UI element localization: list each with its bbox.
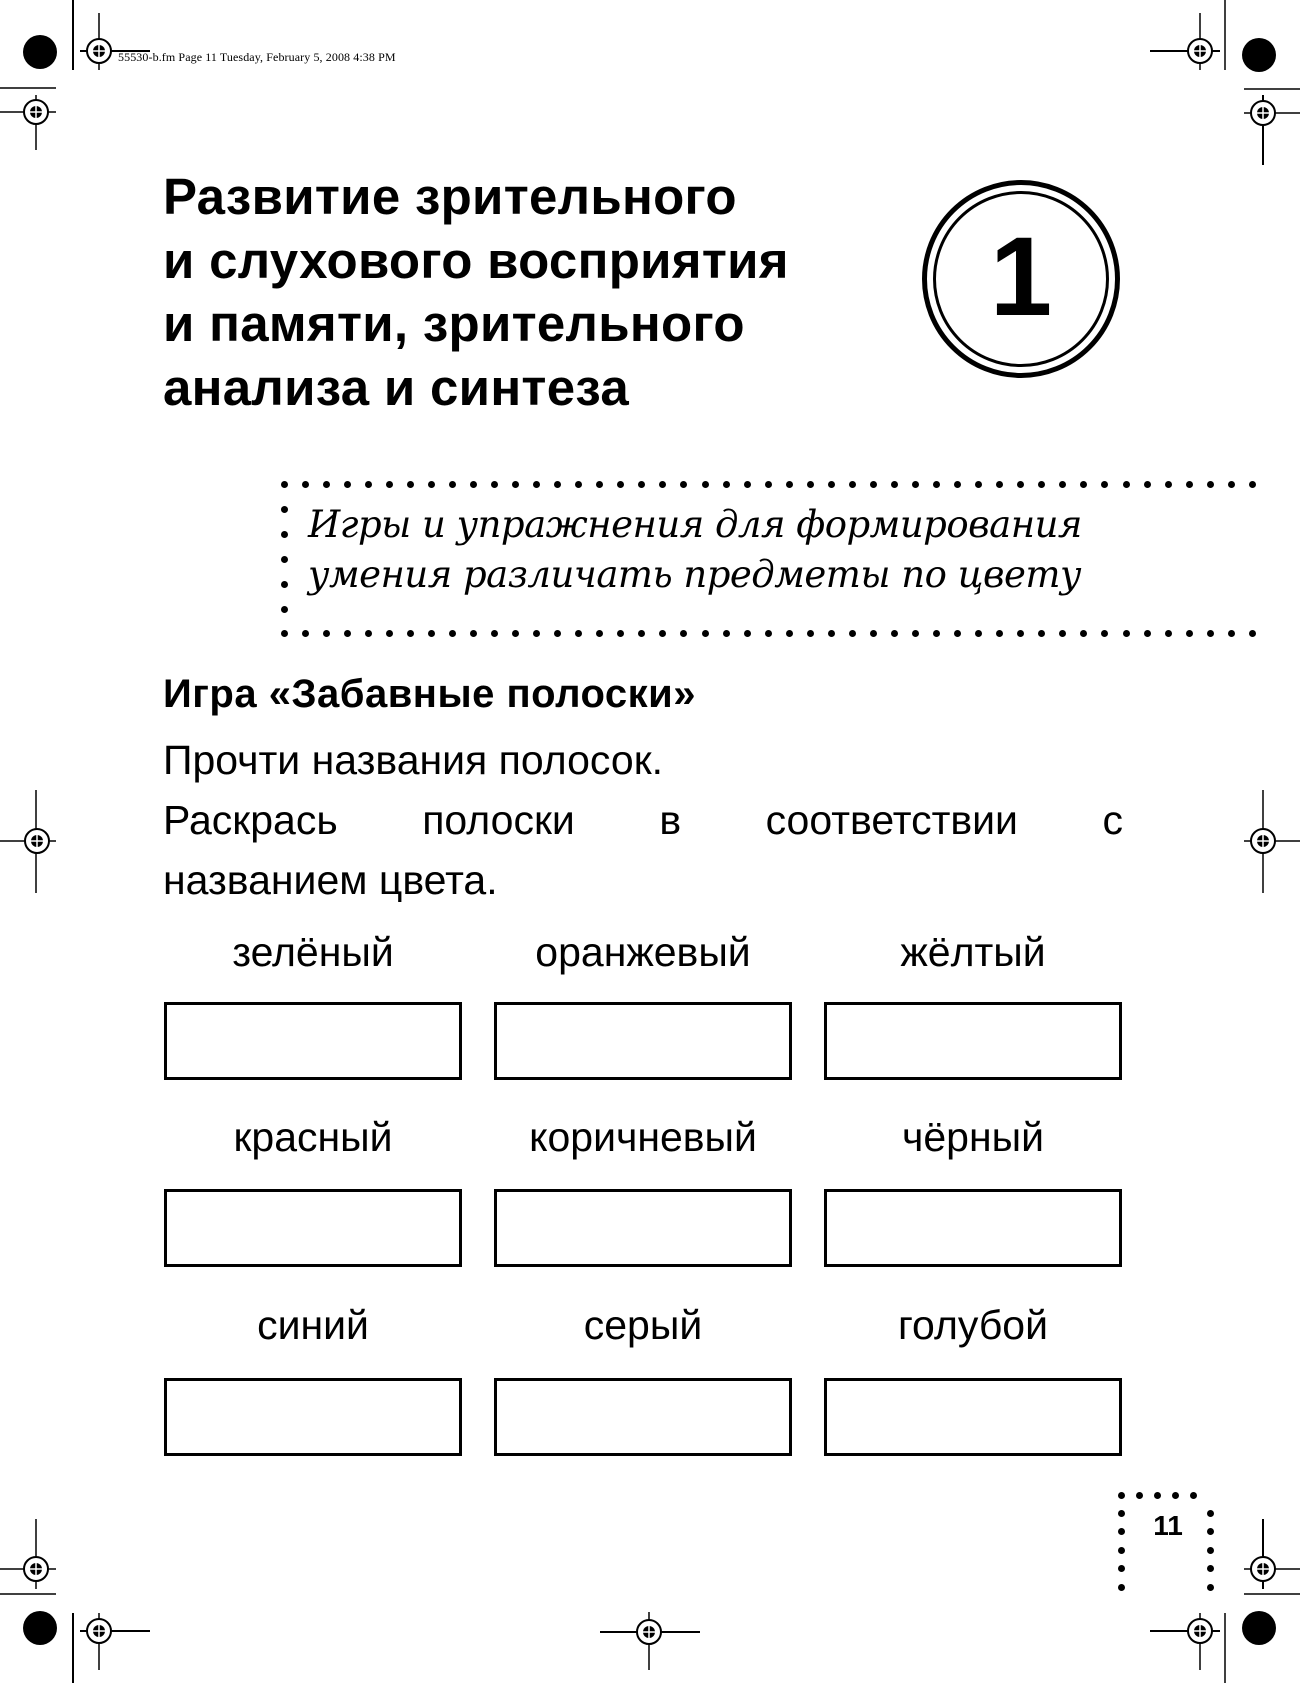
frame-dot: [323, 630, 330, 637]
frame-dot: [702, 481, 709, 488]
instruction-line: [163, 790, 1123, 850]
frame-dot: [954, 481, 961, 488]
frame-dot: [1186, 630, 1193, 637]
frame-dot: [975, 481, 982, 488]
frame-dot: [1118, 1565, 1125, 1572]
stripe-box-gray[interactable]: [494, 1378, 792, 1456]
frame-dot: [1249, 630, 1256, 637]
frame-dot: [344, 630, 351, 637]
frame-dot: [1207, 1584, 1214, 1591]
frame-dot: [659, 630, 666, 637]
frame-dot: [638, 630, 645, 637]
game-title: Игра «Забавные полоски»: [163, 672, 696, 716]
frame-dot: [680, 481, 687, 488]
frame-dot: [1207, 481, 1214, 488]
frame-dot: [281, 556, 288, 563]
frame-dot: [1165, 481, 1172, 488]
frame-dot: [533, 630, 540, 637]
stripe-box-yellow[interactable]: [824, 1002, 1122, 1080]
frame-dot: [807, 630, 814, 637]
chapter-number-badge: [922, 180, 1120, 378]
stripe-label-blue: синий: [257, 1302, 369, 1348]
chapter-number: 1: [989, 214, 1053, 339]
frame-dot: [1101, 630, 1108, 637]
frame-dot: [470, 481, 477, 488]
stripe-label-black: чёрный: [902, 1114, 1044, 1160]
frame-dot: [1186, 481, 1193, 488]
stripe-box-orange[interactable]: [494, 1002, 792, 1080]
section-subtitle-line: Игры и упражнения для формирования: [308, 503, 1082, 546]
section-subtitle-line: умения различать предметы по цвету: [308, 553, 1081, 596]
frame-dot: [933, 481, 940, 488]
instruction-word: с: [1102, 797, 1123, 843]
frame-dot: [1059, 481, 1066, 488]
frame-dot: [533, 481, 540, 488]
frame-dot: [281, 506, 288, 513]
frame-dot: [1118, 1584, 1125, 1591]
frame-dot: [638, 481, 645, 488]
frame-dot: [1154, 1492, 1161, 1499]
frame-dot: [786, 481, 793, 488]
frame-dot: [386, 630, 393, 637]
frame-dot: [996, 481, 1003, 488]
frame-dot: [449, 481, 456, 488]
frame-dot: [1144, 630, 1151, 637]
frame-dot: [1059, 630, 1066, 637]
frame-dot: [659, 481, 666, 488]
frame-dot: [302, 481, 309, 488]
frame-dot: [702, 630, 709, 637]
instruction-line: названием цвета.: [163, 857, 498, 903]
frame-dot: [1144, 481, 1151, 488]
frame-dot: [449, 630, 456, 637]
frame-dot: [891, 630, 898, 637]
frame-dot: [281, 630, 288, 637]
page-number: 11: [1153, 1510, 1183, 1541]
frame-dot: [344, 481, 351, 488]
frame-dot: [617, 630, 624, 637]
frame-dot: [470, 630, 477, 637]
frame-dot: [554, 630, 561, 637]
frame-dot: [1228, 481, 1235, 488]
frame-dot: [933, 630, 940, 637]
frame-dot: [1038, 481, 1045, 488]
frame-dot: [828, 630, 835, 637]
frame-dot: [765, 481, 772, 488]
frame-dot: [1165, 630, 1172, 637]
frame-dot: [281, 481, 288, 488]
section-subtitle: [308, 500, 1082, 600]
frame-dot: [807, 481, 814, 488]
chapter-title-line: анализа и синтеза: [163, 358, 630, 416]
frame-dot: [1017, 630, 1024, 637]
stripe-box-brown[interactable]: [494, 1189, 792, 1267]
frame-dot: [596, 630, 603, 637]
frame-dot: [1101, 481, 1108, 488]
frame-dot: [491, 481, 498, 488]
frame-dot: [975, 630, 982, 637]
frame-dot: [281, 606, 288, 613]
instruction-line: Прочти названия полосок.: [163, 737, 664, 783]
frame-dot: [281, 581, 288, 588]
chapter-title: [163, 165, 789, 419]
stripe-box-red[interactable]: [164, 1189, 462, 1267]
frame-dot: [1207, 1547, 1214, 1554]
frame-dot: [723, 481, 730, 488]
frame-dot: [744, 481, 751, 488]
frame-dot: [1249, 481, 1256, 488]
frame-dot: [365, 630, 372, 637]
stripe-label-orange: оранжевый: [535, 929, 751, 975]
frame-dot: [1118, 1492, 1125, 1499]
frame-dot: [407, 481, 414, 488]
frame-dot: [891, 481, 898, 488]
frame-dot: [1123, 481, 1130, 488]
chapter-title-line: Развитие зрительного: [163, 168, 737, 225]
frame-dot: [512, 481, 519, 488]
stripe-label-gray: серый: [583, 1302, 703, 1348]
frame-dot: [1228, 630, 1235, 637]
frame-dot: [1207, 1565, 1214, 1572]
frame-dot: [1207, 630, 1214, 637]
stripe-box-black[interactable]: [824, 1189, 1122, 1267]
frame-dot: [491, 630, 498, 637]
frame-dot: [407, 630, 414, 637]
frame-dot: [1190, 1492, 1197, 1499]
frame-dot: [596, 481, 603, 488]
frame-dot: [765, 630, 772, 637]
stripe-box-light-blue[interactable]: [824, 1378, 1122, 1456]
stripe-box-blue[interactable]: [164, 1378, 462, 1456]
instructions: [163, 730, 1123, 910]
frame-dot: [912, 630, 919, 637]
frame-dot: [870, 481, 877, 488]
frame-dot: [828, 481, 835, 488]
frame-dot: [1080, 630, 1087, 637]
chapter-title-line: и памяти, зрительного: [163, 295, 745, 352]
frame-dot: [680, 630, 687, 637]
frame-dot: [723, 630, 730, 637]
stripe-box-green[interactable]: [164, 1002, 462, 1080]
frame-dot: [617, 481, 624, 488]
frame-dot: [302, 630, 309, 637]
chapter-title-line: и слухового восприятия: [163, 231, 789, 289]
frame-dot: [386, 481, 393, 488]
frame-dot: [365, 481, 372, 488]
frame-dot: [912, 481, 919, 488]
frame-dot: [849, 630, 856, 637]
stripe-label-red: красный: [233, 1114, 393, 1160]
frame-dot: [1038, 630, 1045, 637]
stripe-label-yellow: жёлтый: [900, 929, 1046, 975]
stripe-label-green: зелёный: [232, 929, 394, 975]
frame-dot: [870, 630, 877, 637]
frame-dot: [1172, 1492, 1179, 1499]
frame-dot: [554, 481, 561, 488]
instruction-word: Раскрась: [163, 797, 338, 843]
frame-dot: [996, 630, 1003, 637]
frame-dot: [1118, 1510, 1125, 1517]
instruction-word: соответствии: [765, 797, 1018, 843]
frame-dot: [575, 630, 582, 637]
frame-dot: [1207, 1528, 1214, 1535]
frame-dot: [575, 481, 582, 488]
frame-dot: [954, 630, 961, 637]
frame-dot: [786, 630, 793, 637]
stripe-label-light-blue: голубой: [897, 1302, 1049, 1348]
frame-dot: [849, 481, 856, 488]
frame-dot: [1136, 1492, 1143, 1499]
frame-dot: [1017, 481, 1024, 488]
frame-dot: [323, 481, 330, 488]
frame-dot: [1123, 630, 1130, 637]
instruction-word: в: [659, 797, 682, 843]
frame-dot: [281, 531, 288, 538]
frame-dot: [428, 630, 435, 637]
frame-dot: [1080, 481, 1087, 488]
frame-dot: [1118, 1528, 1125, 1535]
frame-dot: [1118, 1547, 1125, 1554]
print-header: 55530-b.fm Page 11 Tuesday, February 5, 2008 4:38 PM: [118, 50, 396, 64]
frame-dot: [744, 630, 751, 637]
frame-dot: [512, 630, 519, 637]
frame-dot: [428, 481, 435, 488]
stripe-label-brown: коричневый: [529, 1114, 757, 1160]
frame-dot: [1207, 1510, 1214, 1517]
instruction-word: полоски: [422, 797, 575, 843]
